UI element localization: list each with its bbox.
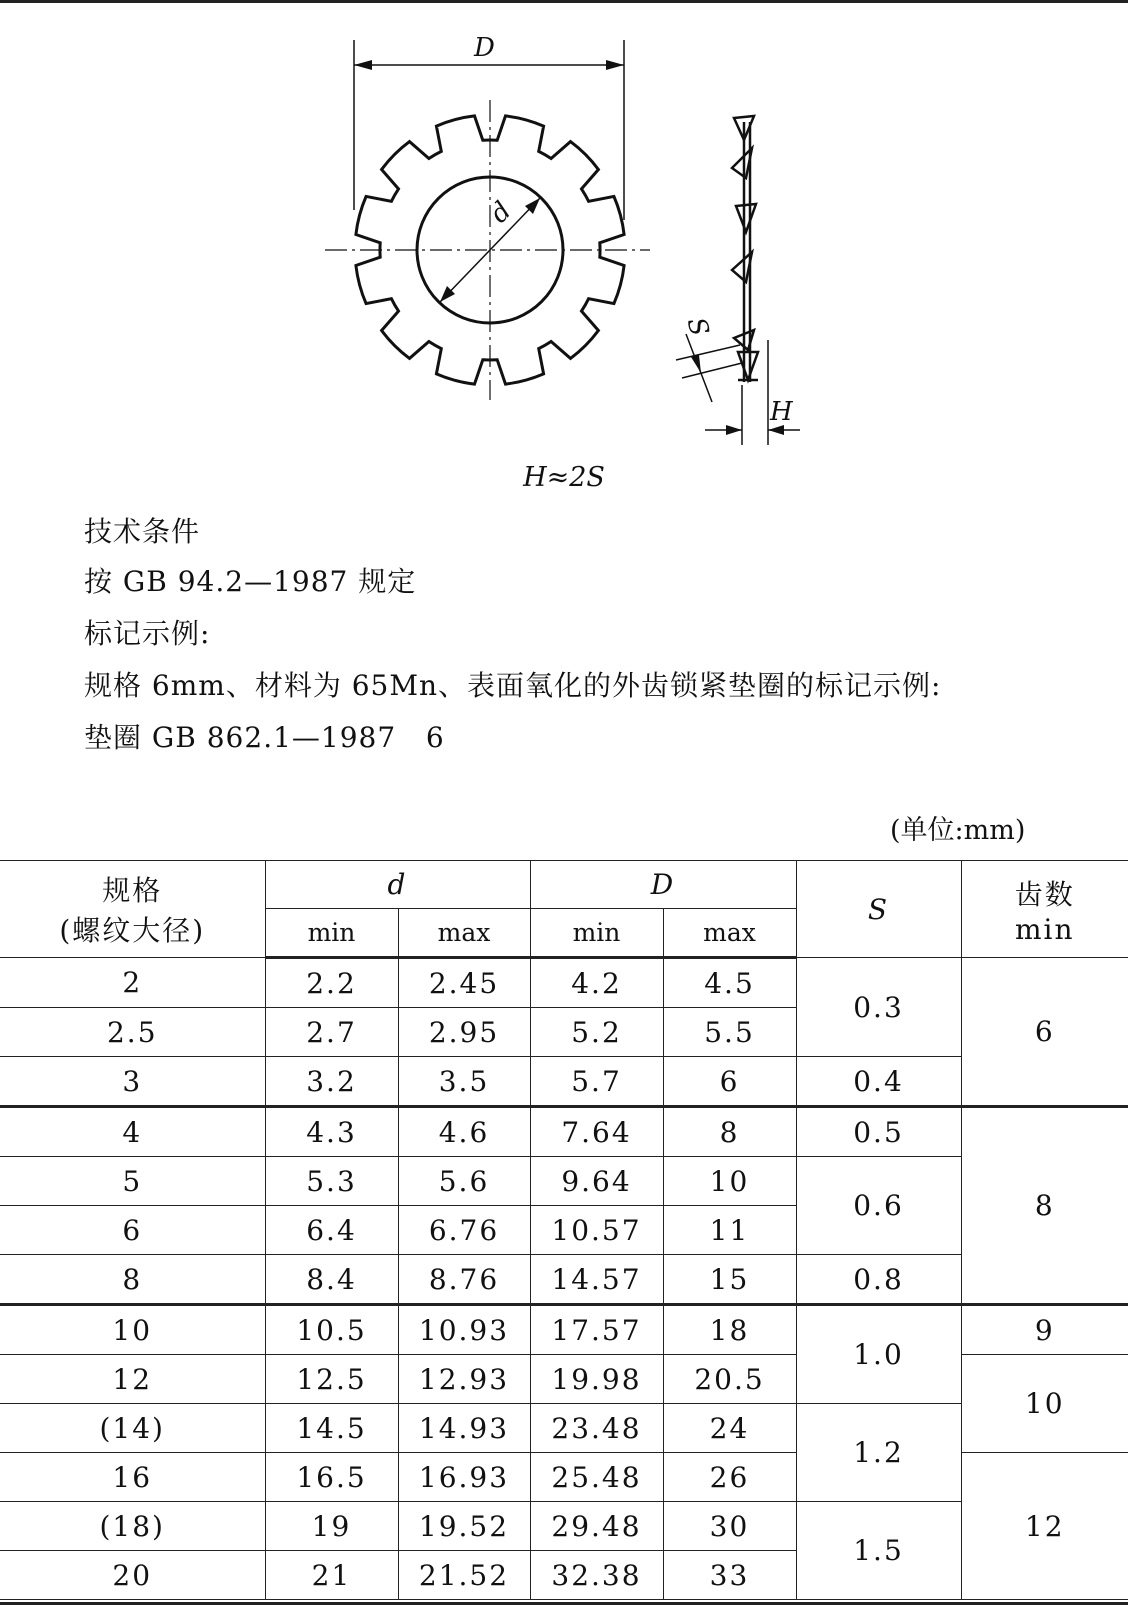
cell-d-min: 5.3 <box>265 1157 398 1206</box>
cell-S: 0.6 <box>796 1157 961 1255</box>
table-row <box>0 1502 1128 1551</box>
label-D: D <box>474 33 495 63</box>
cell-teeth: 9 <box>961 1305 1128 1355</box>
cell-d-min: 3.2 <box>265 1057 398 1107</box>
cell-S: 0.4 <box>796 1057 961 1107</box>
cell-d-max: 6.76 <box>398 1206 530 1255</box>
cell-d-max: 21.52 <box>398 1551 530 1600</box>
cell-S: 1.5 <box>796 1502 961 1600</box>
dimensions-table <box>0 860 1128 1600</box>
tech-conditions-heading: 技术条件 <box>84 515 201 548</box>
cell-S: 0.8 <box>796 1255 961 1305</box>
cell-d-min: 8.4 <box>265 1255 398 1305</box>
col-header-d-min: min <box>265 909 398 958</box>
cell-teeth: 6 <box>961 958 1128 1107</box>
cell-teeth: 10 <box>961 1355 1128 1453</box>
col-header-d-max: max <box>398 909 530 958</box>
cell-S: 0.5 <box>796 1107 961 1157</box>
unit-note: (单位:mm) <box>890 815 1026 846</box>
washer-side-view <box>732 116 758 382</box>
cell-D-max: 8 <box>663 1107 796 1157</box>
cell-d-max: 16.93 <box>398 1453 530 1502</box>
cell-D-max: 10 <box>663 1157 796 1206</box>
cell-d-min: 12.5 <box>265 1355 398 1404</box>
cell-spec: 2.5 <box>0 1008 265 1057</box>
table-row <box>0 1305 1128 1355</box>
cell-spec: 16 <box>0 1453 265 1502</box>
col-header-D-max: max <box>663 909 796 958</box>
cell-D-min: 17.57 <box>530 1305 663 1355</box>
cell-D-min: 32.38 <box>530 1551 663 1600</box>
cell-d-min: 2.2 <box>265 958 398 1008</box>
cell-d-max: 3.5 <box>398 1057 530 1107</box>
cell-spec: 12 <box>0 1355 265 1404</box>
table-row <box>0 1404 1128 1453</box>
marking-example-code: 垫圈 GB 862.1—1987 6 <box>84 721 445 754</box>
cell-d-min: 21 <box>265 1551 398 1600</box>
cell-D-min: 29.48 <box>530 1502 663 1551</box>
formula-H: H≈2S <box>523 462 605 493</box>
cell-teeth: 12 <box>961 1453 1128 1600</box>
cell-spec: (14) <box>0 1404 265 1453</box>
cell-d-max: 2.95 <box>398 1008 530 1057</box>
cell-d-max: 14.93 <box>398 1404 530 1453</box>
cell-spec: (18) <box>0 1502 265 1551</box>
dim-D-arrow-right <box>606 60 624 70</box>
cell-D-min: 19.98 <box>530 1355 663 1404</box>
cell-d-max: 12.93 <box>398 1355 530 1404</box>
cell-spec: 10 <box>0 1305 265 1355</box>
table-row <box>0 1255 1128 1305</box>
cell-d-max: 10.93 <box>398 1305 530 1355</box>
col-header-spec: 规格 (螺纹大径) <box>0 861 265 958</box>
label-S: S <box>680 314 715 340</box>
cell-d-min: 6.4 <box>265 1206 398 1255</box>
cell-S: 1.2 <box>796 1404 961 1502</box>
cell-D-max: 6 <box>663 1057 796 1107</box>
table-row <box>0 1057 1128 1107</box>
table-row <box>0 958 1128 1008</box>
washer-drawing <box>0 0 1128 450</box>
cell-S: 1.0 <box>796 1305 961 1404</box>
table-row <box>0 1107 1128 1157</box>
cell-teeth: 8 <box>961 1107 1128 1305</box>
tech-conditions-standard: 按 GB 94.2—1987 规定 <box>84 565 417 598</box>
cell-D-min: 25.48 <box>530 1453 663 1502</box>
marking-example-heading: 标记示例: <box>84 617 211 650</box>
cell-D-max: 26 <box>663 1453 796 1502</box>
cell-D-min: 10.57 <box>530 1206 663 1255</box>
col-header-teeth: 齿数 min <box>961 861 1128 958</box>
cell-D-max: 24 <box>663 1404 796 1453</box>
dim-S <box>676 334 742 402</box>
cell-D-min: 4.2 <box>530 958 663 1008</box>
cell-d-max: 2.45 <box>398 958 530 1008</box>
cell-d-max: 4.6 <box>398 1107 530 1157</box>
marking-example-description: 规格 6mm、材料为 65Mn、表面氧化的外齿锁紧垫圈的标记示例: <box>84 669 942 702</box>
cell-D-max: 5.5 <box>663 1008 796 1057</box>
col-header-D: D <box>530 861 796 909</box>
cell-d-min: 14.5 <box>265 1404 398 1453</box>
col-header-d: d <box>265 861 530 909</box>
bottom-rule <box>0 1602 1128 1605</box>
cell-d-min: 16.5 <box>265 1453 398 1502</box>
dim-S-arrow <box>691 355 701 373</box>
cell-D-min: 5.2 <box>530 1008 663 1057</box>
cell-d-min: 4.3 <box>265 1107 398 1157</box>
cell-d-max: 19.52 <box>398 1502 530 1551</box>
cell-D-min: 5.7 <box>530 1057 663 1107</box>
dim-D-arrow-left <box>354 60 372 70</box>
cell-spec: 2 <box>0 958 265 1008</box>
col-header-D-min: min <box>530 909 663 958</box>
cell-D-max: 11 <box>663 1206 796 1255</box>
col-header-S: S <box>796 861 961 958</box>
cell-spec: 4 <box>0 1107 265 1157</box>
table-row <box>0 1157 1128 1206</box>
cell-spec: 6 <box>0 1206 265 1255</box>
cell-D-max: 15 <box>663 1255 796 1305</box>
dim-H <box>705 340 800 445</box>
cell-D-min: 23.48 <box>530 1404 663 1453</box>
cell-d-min: 10.5 <box>265 1305 398 1355</box>
cell-spec: 20 <box>0 1551 265 1600</box>
cell-spec: 5 <box>0 1157 265 1206</box>
cell-D-max: 4.5 <box>663 958 796 1008</box>
cell-d-max: 8.76 <box>398 1255 530 1305</box>
dim-H-arrow-left <box>726 425 742 435</box>
cell-D-max: 30 <box>663 1502 796 1551</box>
cell-D-min: 9.64 <box>530 1157 663 1206</box>
label-d: d <box>484 196 518 230</box>
cell-d-max: 5.6 <box>398 1157 530 1206</box>
cell-D-max: 20.5 <box>663 1355 796 1404</box>
cell-d-min: 19 <box>265 1502 398 1551</box>
cell-D-min: 7.64 <box>530 1107 663 1157</box>
cell-d-min: 2.7 <box>265 1008 398 1057</box>
cell-D-max: 33 <box>663 1551 796 1600</box>
label-H: H <box>770 397 793 427</box>
cell-spec: 8 <box>0 1255 265 1305</box>
cell-spec: 3 <box>0 1057 265 1107</box>
cell-D-min: 14.57 <box>530 1255 663 1305</box>
cell-S: 0.3 <box>796 958 961 1057</box>
cell-D-max: 18 <box>663 1305 796 1355</box>
